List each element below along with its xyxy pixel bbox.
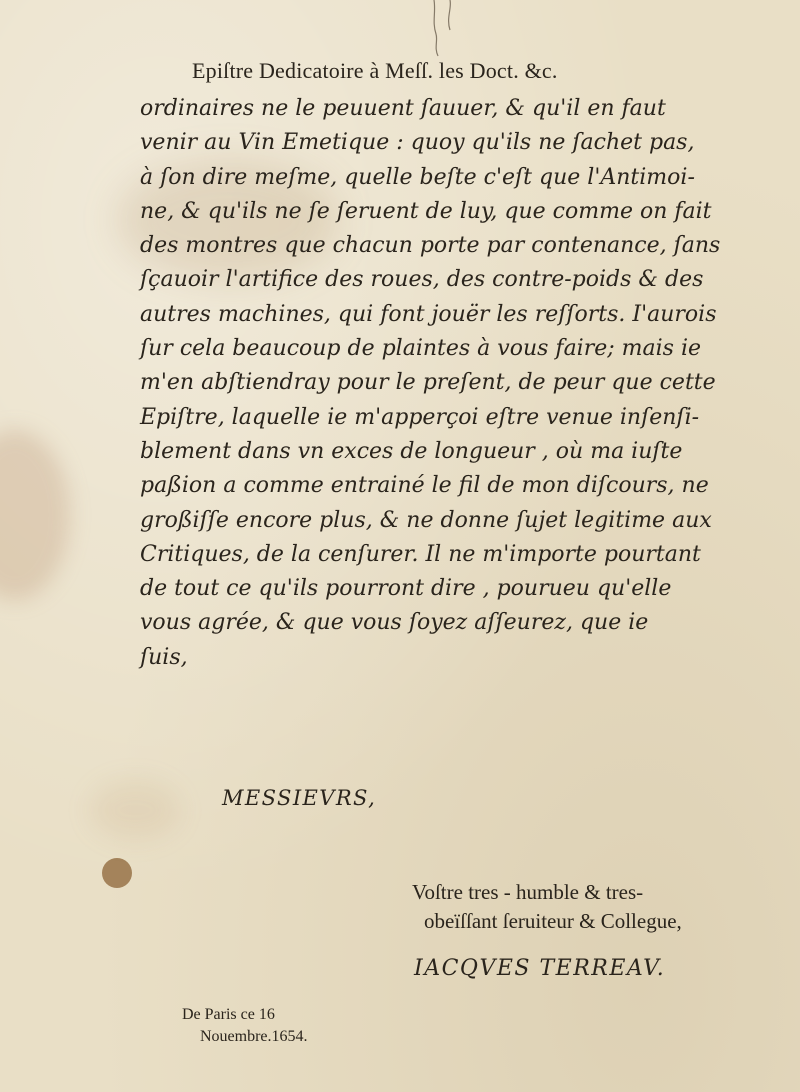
text-line: ordinaires ne le peuuent ſauuer, & qu'il en faut [140, 96, 666, 121]
text-line: paßion a comme entrainé le fil de mon diſcours, ne [140, 473, 709, 499]
text-line: blement dans vn exces de longueur , où ma iuſte [140, 438, 683, 464]
dedication-body [140, 92, 760, 675]
closing-line: obeïſſant ſeruiteur & Collegue, [424, 909, 682, 933]
dateline-line: Nouembre.1654. [200, 1028, 308, 1045]
text-line: Critiques, de la cenſurer. Il ne m'importe pourtant [140, 541, 701, 567]
text-line: de tout ce qu'ils pourront dire , pourueu qu'elle [140, 576, 672, 602]
text-line: ſuis, [140, 644, 188, 670]
salutation: MESSIEVRS, [222, 786, 377, 810]
closing-formula [412, 878, 768, 936]
dateline-line: De Paris ce 16 [182, 1006, 275, 1023]
running-header: Epiſtre Dedicatoire à Meſſ. les Doct. &c. [192, 58, 558, 83]
paper-stain [0, 430, 70, 600]
text-line: m'en abſtiendray pour le preſent, de peur que cette [140, 370, 716, 396]
closing-line: Voſtre tres - humble & tres- [412, 880, 644, 904]
text-line: à ſon dire meſme, quelle beſte c'eſt que l'Antimoi- [140, 164, 695, 190]
paper-stain [90, 780, 180, 840]
dateline [182, 1004, 308, 1048]
text-line: vous agrée, & que vous ſoyez aſſeurez, que ie [140, 610, 649, 636]
text-line: venir au Vin Emetique : quoy qu'ils ne ſachet pas, [140, 130, 695, 156]
ink-mark [420, 0, 466, 60]
signature: IACQVES TERREAV. [414, 956, 666, 981]
text-line: Epiſtre, laquelle ie m'apperçoi eſtre venue inſenſi- [140, 404, 700, 430]
text-line: ſur cela beaucoup de plaintes à vous faire; mais ie [140, 336, 702, 362]
text-line: autres machines, qui font jouër les reſſorts. I'aurois [140, 301, 717, 327]
text-line: ne, & qu'ils ne ſe ſeruent de luy, que comme on fait [140, 198, 712, 224]
text-line: des montres que chacun porte par contenance, ſans [140, 233, 721, 259]
paper-stain [102, 858, 132, 888]
text-line: ſçauoir l'artifice des roues, des contre-poids & des [140, 267, 704, 293]
text-line: großiſſe encore plus, & ne donne ſujet legitime aux [140, 507, 712, 533]
